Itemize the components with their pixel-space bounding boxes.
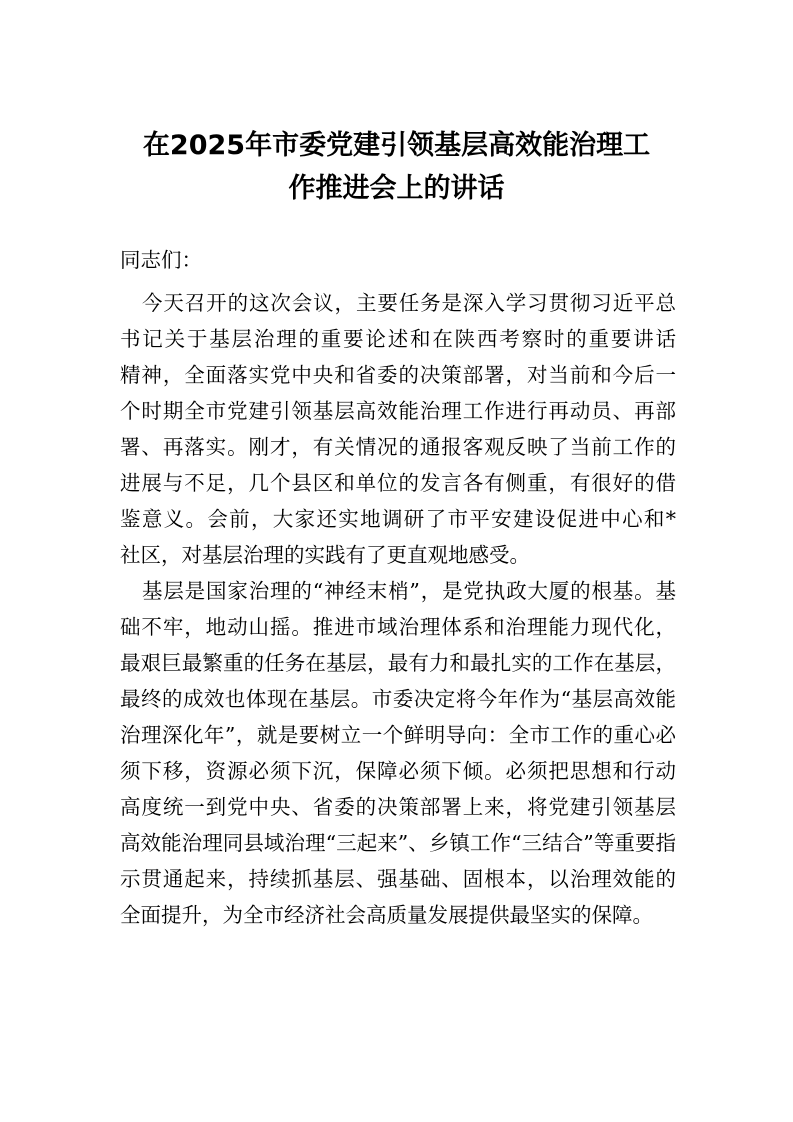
salutation: 同志们： bbox=[120, 248, 202, 272]
text-line: 基层是国家治理的“神经末梢”，是党执政大厦的根基。基 bbox=[142, 579, 676, 603]
document-body bbox=[120, 242, 676, 933]
paragraph-1 bbox=[120, 285, 676, 573]
text-line: 础不牢，地动山摇。推进市域治理体系和治理能力现代化， bbox=[120, 615, 676, 639]
text-line: 社区，对基层治理的实践有了更直观地感受。 bbox=[120, 543, 530, 567]
title-line: 在2025年市委党建引领基层高效能治理工 bbox=[142, 130, 651, 161]
text-line: 高度统一到党中央、省委的决策部署上来，将党建引领基层 bbox=[120, 795, 676, 819]
text-line: 署、再落实。刚才，有关情况的通报客观反映了当前工作的 bbox=[120, 435, 676, 459]
text-line: 须下移，资源必须下沉，保障必须下倾。必须把思想和行动 bbox=[120, 759, 676, 783]
text-line: 进展与不足，几个县区和单位的发言各有侧重，有很好的借 bbox=[120, 471, 676, 495]
text-line: 鉴意义。会前，大家还实地调研了市平安建设促进中心和* bbox=[120, 507, 676, 531]
paragraph-2 bbox=[120, 573, 676, 933]
text-line: 书记关于基层治理的重要论述和在陕西考察时的重要讲话 bbox=[120, 327, 676, 351]
text-line: 治理深化年”，就是要树立一个鲜明导向：全市工作的重心必 bbox=[120, 723, 676, 747]
text-line: 个时期全市党建引领基层高效能治理工作进行再动员、再部 bbox=[120, 399, 676, 423]
title-line: 作推进会上的讲话 bbox=[288, 173, 505, 204]
text-line: 最艰巨最繁重的任务在基层，最有力和最扎实的工作在基层， bbox=[120, 651, 676, 675]
text-line: 精神，全面落实党中央和省委的决策部署，对当前和今后一 bbox=[120, 363, 676, 387]
document-title bbox=[110, 124, 683, 210]
text-line: 最终的成效也体现在基层。市委决定将今年作为“基层高效能 bbox=[120, 687, 676, 711]
text-line: 全面提升，为全市经济社会高质量发展提供最坚实的保障。 bbox=[120, 903, 653, 927]
text-line: 高效能治理同县域治理“三起来”、乡镇工作“三结合”等重要指 bbox=[120, 831, 676, 855]
text-line: 示贯通起来，持续抓基层、强基础、固根本，以治理效能的 bbox=[120, 867, 676, 891]
text-line: 今天召开的这次会议，主要任务是深入学习贯彻习近平总 bbox=[142, 291, 676, 315]
